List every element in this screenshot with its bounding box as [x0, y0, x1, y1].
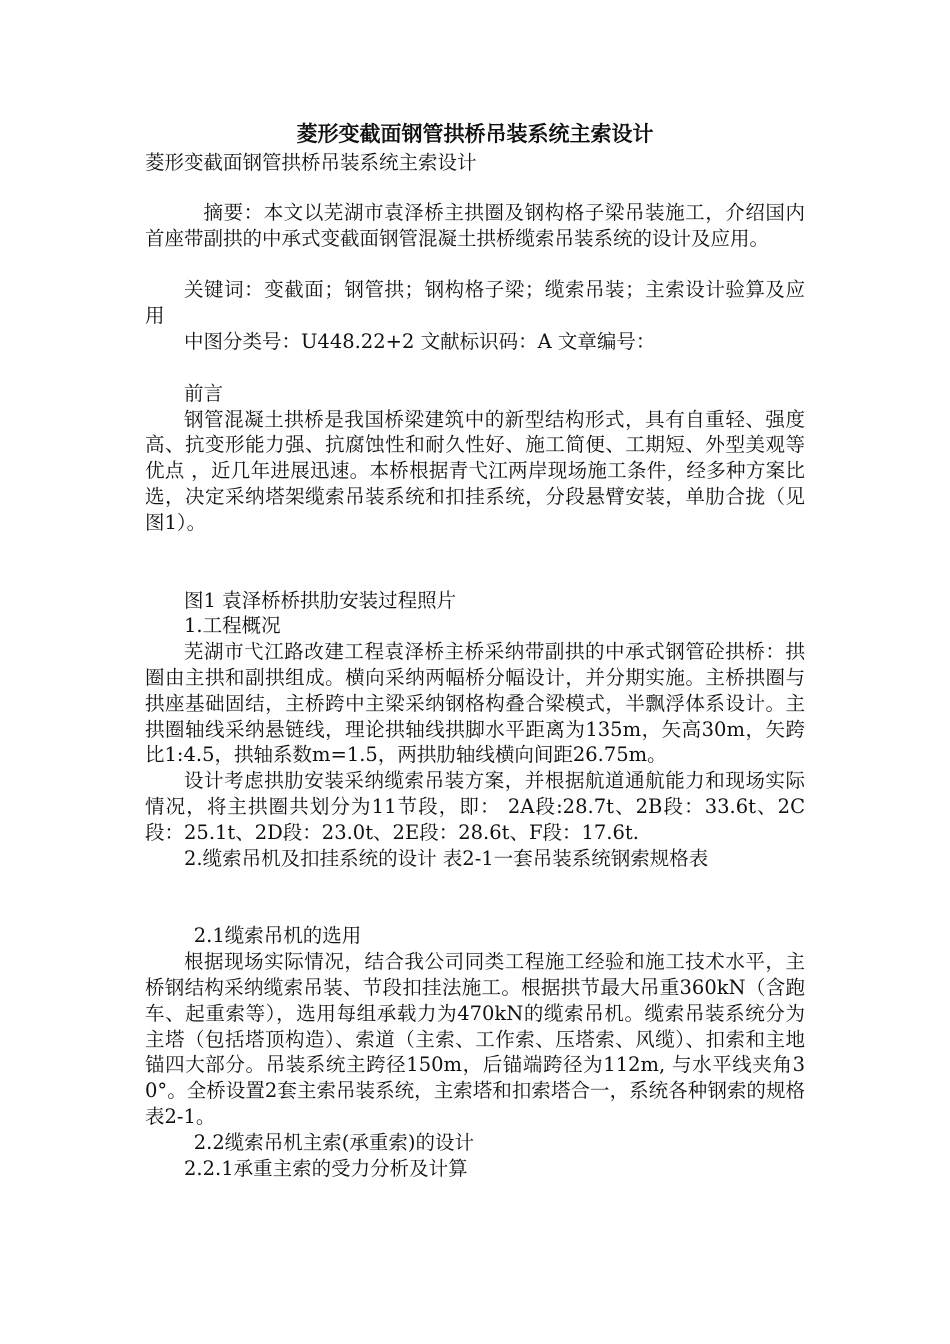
spacer	[145, 871, 805, 923]
document-page	[145, 118, 805, 1181]
preface-paragraph: 钢管混凝土拱桥是我国桥梁建筑中的新型结构形式，具有自重轻、强度高、抗变形能力强、抗腐蚀性和耐久性好、施工简便、工期短、外型美观等优点 ，近几年进展迅速。本桥根据青弋江两岸现场施工条件，经多种方案比选，决定采纳塔架缆索吊装系统和扣挂系统，分段悬臂安装，单肋合拢（见图1）。	[145, 407, 805, 534]
document-title: 菱形变截面钢管拱桥吊装系统主索设计	[296, 121, 654, 146]
section-1-heading: 1.工程概况	[184, 614, 281, 638]
document-subtitle: 菱形变截面钢管拱桥吊装系统主索设计	[145, 151, 477, 174]
spacer	[145, 536, 805, 588]
section-1-paragraph-2: 设计考虑拱肋安装采纳缆索吊装方案，并根据航道通航能力和现场实际情况，将主拱圈共划分为11节段，即： 2A段:28.7t、2B段：33.6t、2C段：25.1t、2D段：23.0t、2E段：28.6t、F段：17.6t.	[145, 769, 805, 844]
section-2-2-heading: 2.2缆索吊机主索(承重索)的设计	[193, 1130, 474, 1154]
keywords-paragraph: 关键词：变截面；钢管拱；钢构格子梁；缆索吊装；主索设计验算及应用	[145, 278, 805, 328]
spacer	[145, 251, 805, 277]
section-2-2-1-heading: 2.2.1承重主索的受力分析及计算	[184, 1156, 468, 1180]
section-2-heading: 2.缆索吊机及扣挂系统的设计 表2-1一套吊装系统钢索规格表	[184, 846, 709, 870]
abstract-paragraph: 摘要：本文以芜湖市袁泽桥主拱圈及钢构格子梁吊装施工，介绍国内首座带副拱的中承式变截面钢管混凝土拱桥缆索吊装系统的设计及应用。	[145, 200, 805, 250]
figure-caption: 图1 袁泽桥桥拱肋安装过程照片	[184, 588, 457, 612]
section-2-1-paragraph: 根据现场实际情况，结合我公司同类工程施工经验和施工技术水平，主桥钢结构采纳缆索吊装、节段扣挂法施工。根据拱节最大吊重360kN（含跑车、起重索等），选用每组承载力为470kN的缆索吊机。缆索吊装系统分为主塔（包括塔顶构造）、索道（主索、工作索、压塔索、风缆）、扣索和主地锚四大部分。吊装系统主跨径150m，后锚端跨径为112m, 与水平线夹角30°。全桥设置2套主索吊装系统，主索塔和扣索塔合一，系统各种钢索的规格表2-1。	[145, 950, 805, 1128]
spacer	[145, 176, 805, 200]
section-2-1-heading: 2.1缆索吊机的选用	[193, 924, 362, 948]
spacer	[145, 355, 805, 381]
section-1-paragraph-1: 芜湖市弋江路改建工程袁泽桥主桥采纳带副拱的中承式钢管砼拱桥：拱圈由主拱和副拱组成。横向采纳两幅桥分幅设计，并分期实施。主桥拱圈与拱座基础固结，主桥跨中主梁采纳钢格构叠合梁模式，半飘浮体系设计。主拱圈轴线采纳悬链线，理论拱轴线拱脚水平距离为135m，矢高30m，矢跨比1:4.5，拱轴系数m=1.5，两拱肋轴线横向间距26.75m。	[145, 640, 805, 767]
classification-paragraph: 中图分类号：U448.22+2 文献标识码：A 文章编号：	[184, 329, 656, 353]
preface-heading: 前言	[184, 381, 224, 405]
